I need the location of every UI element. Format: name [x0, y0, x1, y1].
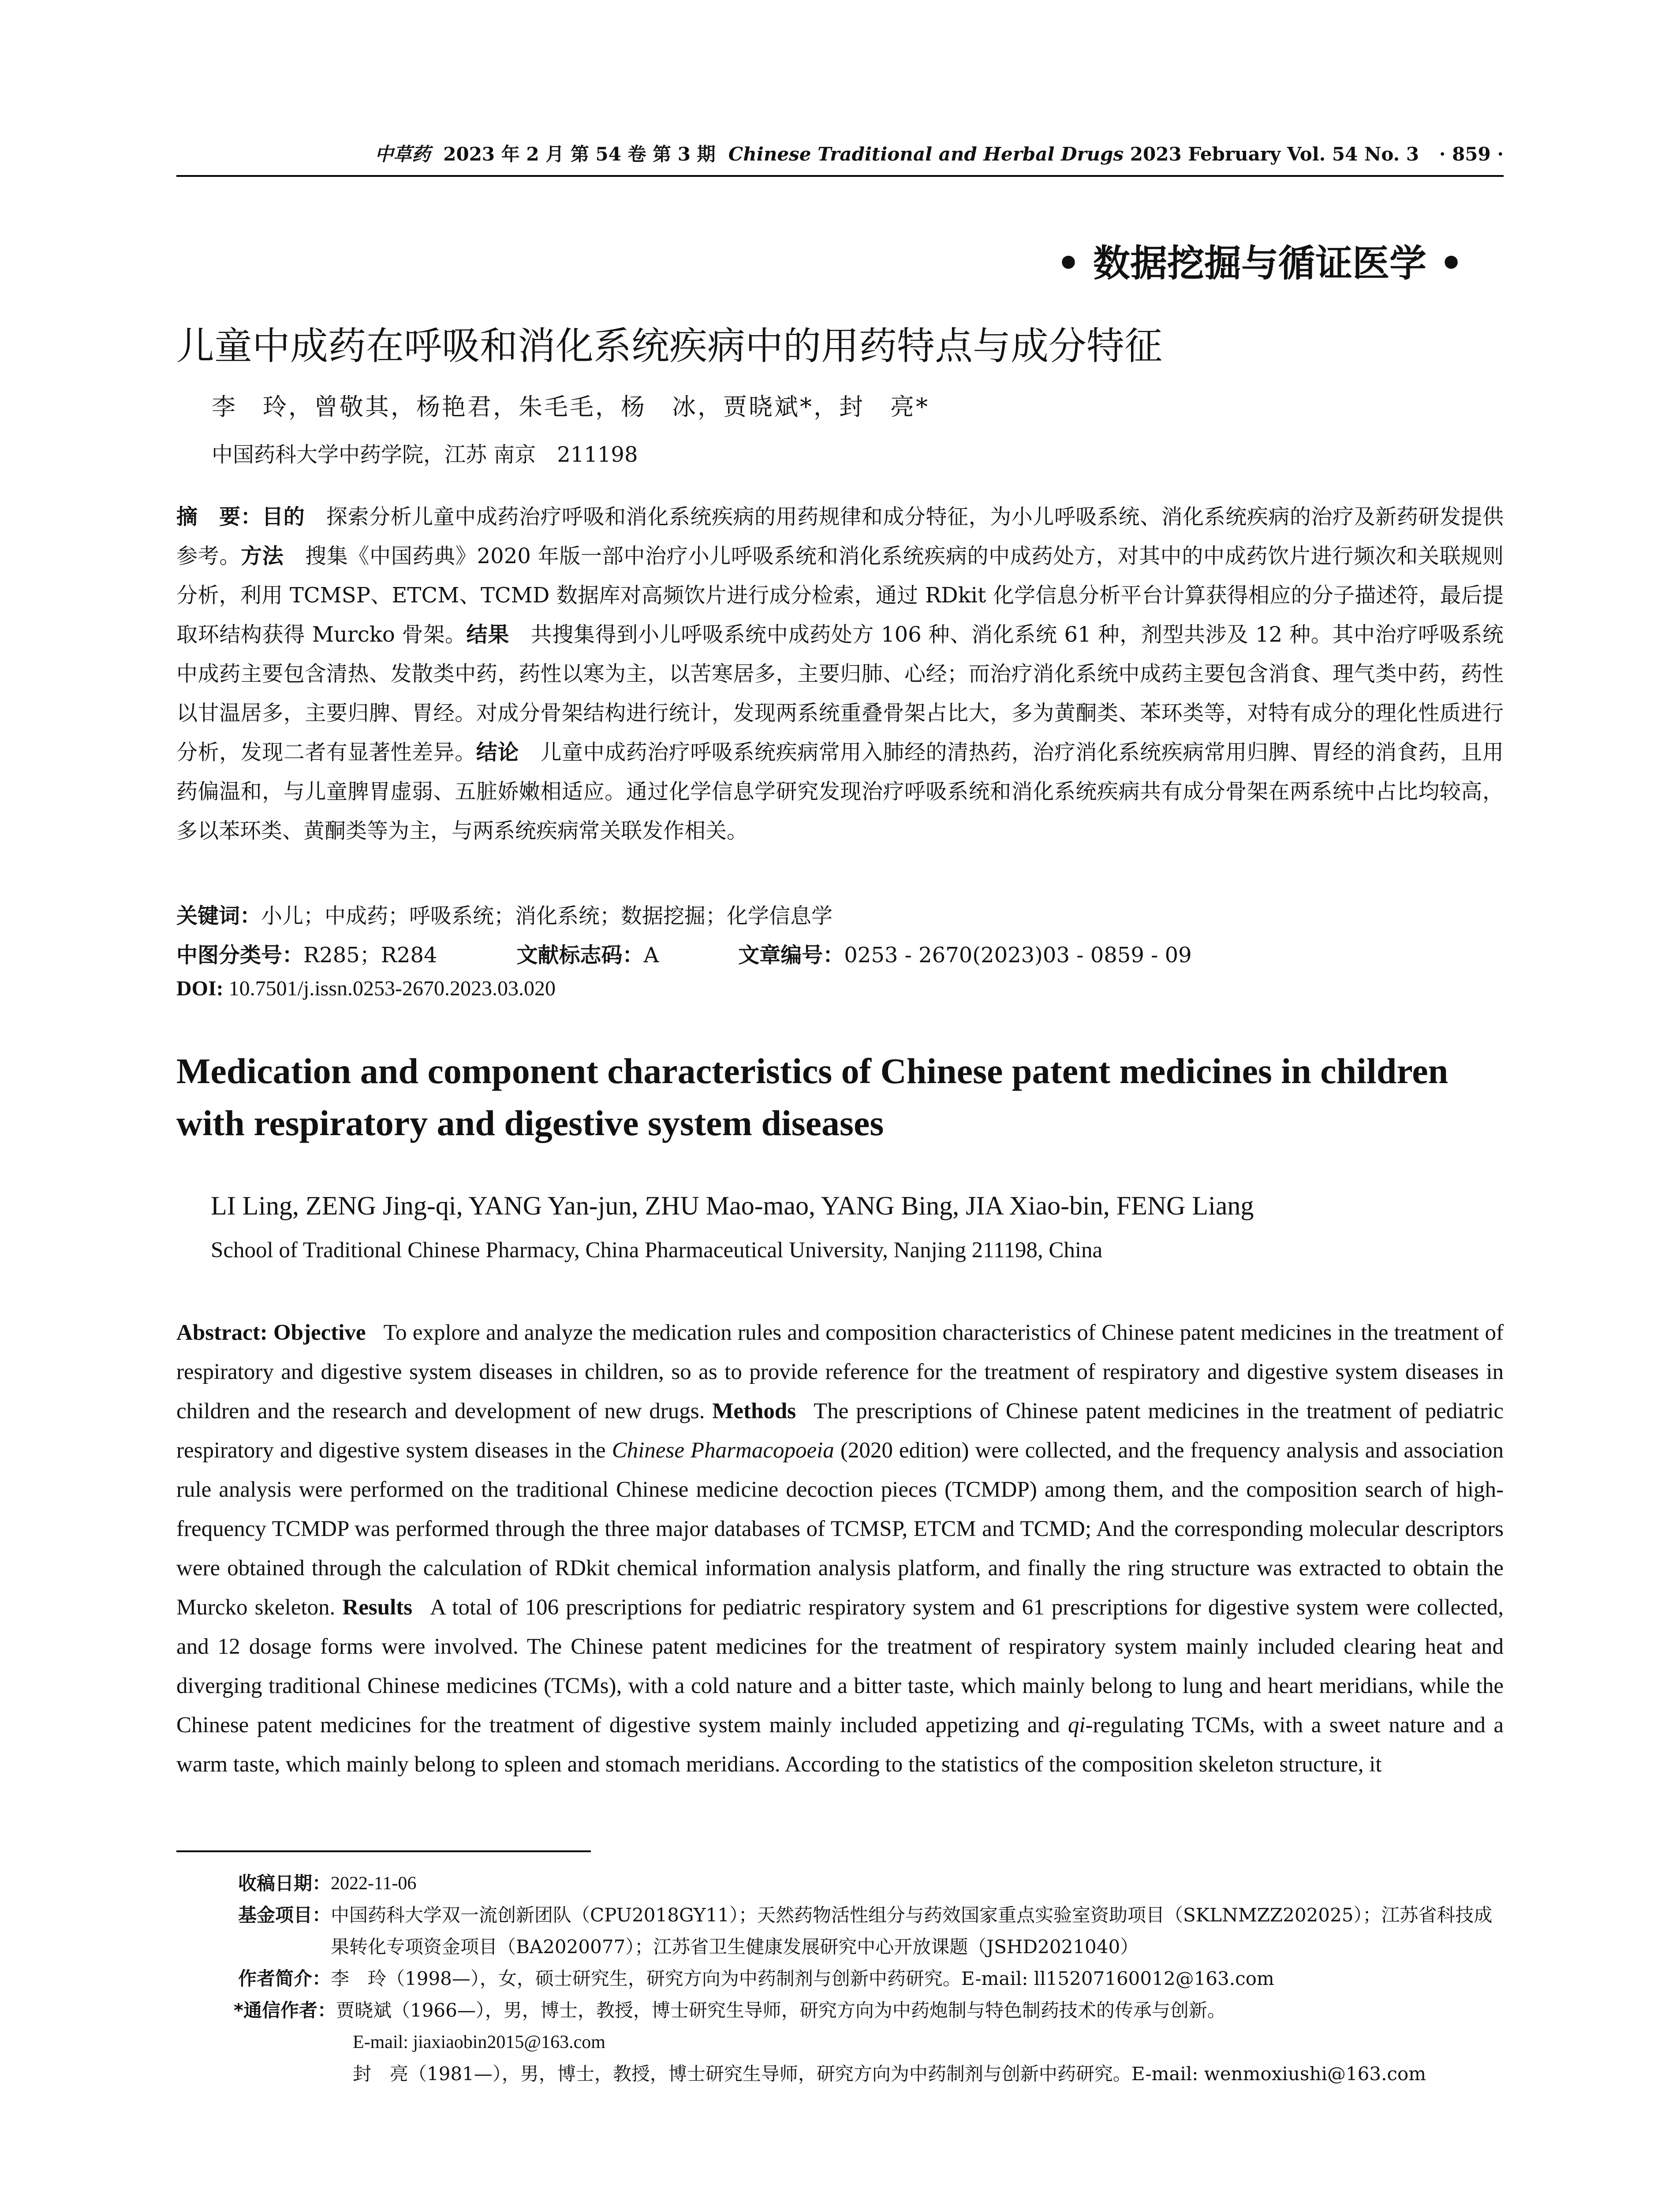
- footnote-author: [176, 1963, 1504, 1995]
- article-no-value: 0253 - 2670(2023)03 - 0859 - 09: [844, 943, 1192, 968]
- en-objective: To explore and analyze the medication rules and composition characteristics of Chinese patent medicines in the treatment of respiratory and digestive system diseases in children, so as to provide reference for the treatment of respiratory and digestive system diseases in children and the research and development of new drugs.: [176, 1320, 1504, 1424]
- cn-affiliation: 中国药科大学中药学院，江苏 南京 211198: [212, 442, 638, 467]
- en-methods-b: (2020 edition) were collected, and the frequency analysis and association rule analysis were performed on the traditional Chinese medicine decoction pieces (TCMDP) among them, and the composition search of high-frequency TCMDP was performed through the three major databases of TCMSP, ETCM and TCMD; And the corresponding molecular descriptors were obtained through the calculation of RDkit chemical information analysis platform, and finally the ring structure was extracted to obtain the Murcko skeleton.: [176, 1438, 1504, 1620]
- author-label: 作者简介：: [238, 1968, 331, 1989]
- fund-value: 中国药科大学双一流创新团队（CPU2018GY11）；天然药物活性组分与药效国家重点实验室资助项目（SKLNMZZ202025）；江苏省科技成果转化专项资金项目（BA2020077）；江苏省卫生健康发展研究中心开放课题（JSHD2021040）: [331, 1904, 1493, 1958]
- page-number: · 859 ·: [1439, 143, 1504, 165]
- cn-abstract: [176, 497, 1504, 851]
- footnotes: [176, 1868, 1504, 2090]
- running-header: [176, 141, 1504, 168]
- footnote-corresponding: [176, 1995, 1504, 2026]
- cn-methods: 搜集《中国药典》2020 年版一部中治疗小儿呼吸系统和消化系统疾病的中成药处方，对其中的中成药饮片进行频次和关联规则分析，利用 TCMSP、ETCM、TCMD 数据库对高频饮片进行成分检索，通过 RDkit 化学信息分析平台计算获得相应的分子描述符，最后提取环结构获得 Murcko 骨架。: [176, 544, 1504, 647]
- cn-conclusion: 儿童中成药治疗呼吸系统疾病常用入肺经的清热药，治疗消化系统疾病常用归脾、胃经的消食药，且用药偏温和，与儿童脾胃虚弱、五脏娇嫩相适应。通过化学信息学研究发现治疗呼吸系统和消化系统疾病共有成分骨架在两系统中占比均较高，多以苯环类、黄酮类等为主，与两系统疾病常关联发作相关。: [176, 740, 1504, 843]
- footnote-fund: [176, 1899, 1504, 1963]
- keywords: 小儿；中成药；呼吸系统；消化系统；数据挖掘；化学信息学: [261, 904, 833, 928]
- en-title: Medication and component characteristics of Chinese patent medicines in children with respiratory and digestive system diseases: [176, 1051, 1449, 1143]
- en-authors: LI Ling, ZENG Jing-qi, YANG Yan-jun, ZHU Mao-mao, YANG Bing, JIA Xiao-bin, FENG Liang: [211, 1191, 1254, 1220]
- en-methods-label: Methods: [712, 1399, 796, 1424]
- clc-label: 中图分类号：: [176, 943, 304, 968]
- cn-objective-label: 目的: [262, 505, 305, 529]
- author-value: 李 玲（1998—），女，硕士研究生，研究方向为中药制剂与创新中药研究。E-mail: ll15207160012@163.com: [331, 1968, 1274, 1989]
- running-header-journal: [375, 141, 1419, 168]
- cn-title: 儿童中成药在呼吸和消化系统疾病中的用药特点与成分特征: [176, 324, 1162, 368]
- en-affiliation: School of Traditional Chinese Pharmacy, China Pharmaceutical University, Nanjing 211198, China: [211, 1238, 1103, 1263]
- header-rule: [176, 175, 1504, 177]
- en-results-b: -regulating TCMs, with a sweet nature and a warm taste, which mainly belong to spleen and stomach meridians. According to the statistics of the composition skeleton structure, it: [176, 1713, 1504, 1777]
- keywords-label: 关键词：: [176, 904, 261, 928]
- clc-value: R285；R284: [303, 943, 437, 968]
- doc-code-value: A: [643, 943, 659, 968]
- issue-en: 2023 February Vol. 54 No. 3: [1130, 143, 1419, 165]
- received-label: 收稿日期：: [238, 1872, 331, 1894]
- footnote-received: [176, 1868, 1504, 1899]
- doi-value: 10.7501/j.issn.0253-2670.2023.03.020: [228, 977, 556, 1000]
- cn-results: 共搜集得到小儿呼吸系统中成药处方 106 种、消化系统 61 种，剂型共涉及 12 种。其中治疗呼吸系统中成药主要包含清热、发散类中药，药性以寒为主，以苦寒居多，主要归肺、心经；而治疗消化系统中成药主要包含消食、理气类中药，药性以甘温居多，主要归脾、胃经。对成分骨架结构进行统计，发现两系统重叠骨架占比大，多为黄酮类、苯环类等，对特有成分的理化性质进行分析，发现二者有显著性差异。: [176, 622, 1504, 765]
- en-methods-a: The prescriptions of Chinese patent medicines in the treatment of pediatric respiratory and digestive system diseases in the: [176, 1399, 1504, 1463]
- journal-name-cn: 中草药: [375, 143, 431, 165]
- cn-authors: 李 玲，曾敬其，杨艳君，朱毛毛，杨 冰，贾晓斌*，封 亮*: [212, 393, 930, 421]
- corr1-value: 贾晓斌（1966—），男，博士，教授，博士研究生导师，研究方向为中药炮制与特色制药技术的传承与创新。: [336, 1999, 1226, 2021]
- fund-label: 基金项目：: [238, 1904, 331, 1926]
- en-results-italic: qi: [1068, 1713, 1086, 1738]
- en-results-label: Results: [342, 1595, 413, 1620]
- article-no-label: 文章编号：: [738, 943, 844, 968]
- cn-methods-label: 方法: [241, 544, 284, 568]
- doi-line: [176, 976, 556, 1001]
- cn-results-label: 结果: [466, 622, 509, 647]
- en-abstract-label: Abstract:: [176, 1320, 268, 1345]
- doi-label: DOI:: [176, 977, 224, 1000]
- corr1-email: E-mail: jiaxiaobin2015@163.com: [353, 2032, 605, 2052]
- column-label: • 数据挖掘与循证医学 •: [1057, 241, 1463, 285]
- en-results-a: A total of 106 prescriptions for pediatric respiratory system and 61 prescriptions for digestive system were collected, and 12 dosage forms were involved. The Chinese patent medicines for the treatment of respiratory system mainly included clearing heat and diverging traditional Chinese medicines (TCMs), with a cold nature and a bitter taste, which mainly belong to lung and heart meridians, while the Chinese patent medicines for the treatment of digestive system mainly included appetizing and: [176, 1595, 1504, 1738]
- received-value: 2022-11-06: [331, 1873, 417, 1894]
- en-abstract: [176, 1313, 1504, 1784]
- classification-line: [176, 938, 1192, 968]
- en-methods-italic: Chinese Pharmacopoeia: [612, 1438, 834, 1463]
- en-objective-label: Objective: [273, 1320, 366, 1345]
- footnote-rule: [176, 1850, 591, 1852]
- cn-objective: 探索分析儿童中成药治疗呼吸和消化系统疾病的用药规律和成分特征，为小儿呼吸系统、消化系统疾病的治疗及新药研发提供参考。: [176, 505, 1504, 568]
- corr-label: *通信作者：: [234, 1999, 336, 2021]
- cn-conclusion-label: 结论: [476, 740, 519, 765]
- corr2-value: 封 亮（1981—），男，博士，教授，博士研究生导师，研究方向为中药制剂与创新中药研究。E-mail: wenmoxiushi@163.com: [353, 2063, 1426, 2085]
- issue-cn: 2023 年 2 月 第 54 卷 第 3 期: [443, 143, 716, 165]
- journal-name-en: Chinese Traditional and Herbal Drugs: [728, 143, 1124, 165]
- cn-abstract-label: 摘 要：: [176, 505, 262, 529]
- keywords-line: [176, 899, 833, 929]
- doc-code-label: 文献标志码：: [516, 943, 644, 968]
